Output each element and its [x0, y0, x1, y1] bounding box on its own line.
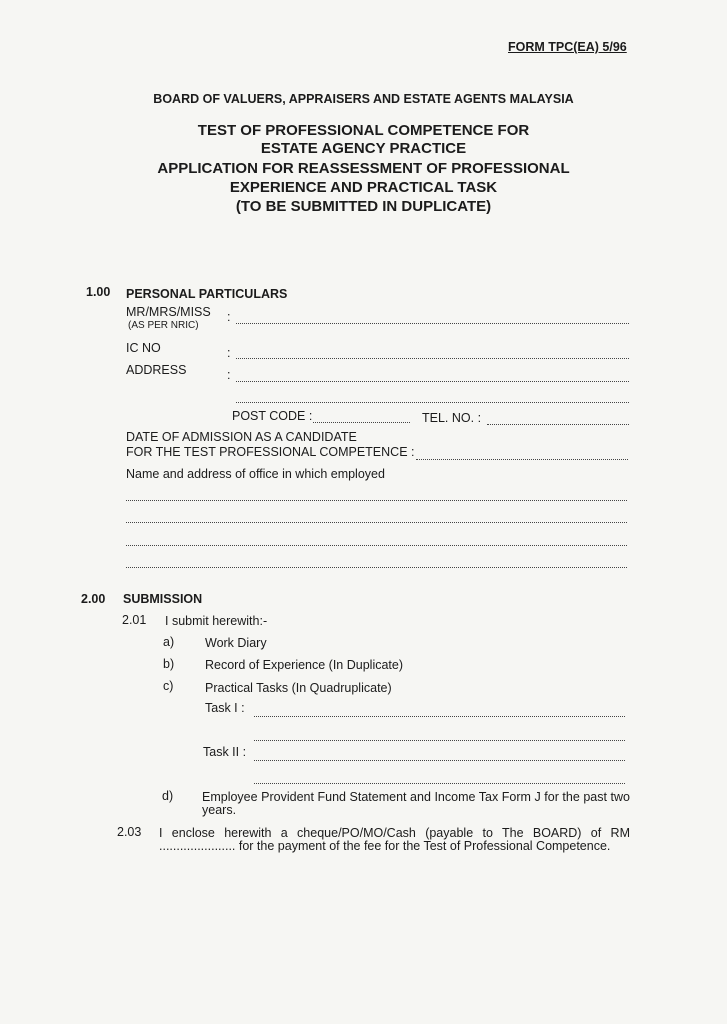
item-a-letter: a) [163, 635, 175, 649]
tel-field[interactable] [487, 424, 629, 425]
section-1-heading: PERSONAL PARTICULARS [126, 287, 288, 301]
ic-label: IC NO [126, 341, 161, 355]
item-203-number: 2.03 [117, 825, 142, 839]
item-b-letter: b) [163, 657, 175, 671]
item-d-text: Employee Provident Fund Statement and Income Tax Form J for the past two years. [202, 790, 630, 817]
form-number: FORM TPC(EA) 5/96 [508, 40, 627, 54]
address-label: ADDRESS [126, 363, 187, 377]
tel-label: TEL. NO. : [422, 411, 482, 425]
title-line-4: EXPERIENCE AND PRACTICAL TASK [229, 179, 498, 196]
admission-label-1: DATE OF ADMISSION AS A CANDIDATE [126, 430, 357, 444]
name-colon: : [227, 310, 231, 324]
item-203-text: I enclose herewith a cheque/PO/MO/Cash (payable to The BOARD) of RM ...................... for the payment of the fee for the Test of Professional Competence. [159, 826, 630, 853]
admission-date-field[interactable] [416, 459, 628, 460]
task-1-field-1[interactable] [254, 716, 625, 717]
office-field-1[interactable] [126, 500, 627, 501]
item-201-text: I submit herewith:- [165, 614, 268, 628]
postcode-label: POST CODE : [232, 409, 313, 423]
title-line-3: APPLICATION FOR REASSESSMENT OF PROFESSIONAL [157, 160, 570, 177]
ic-field[interactable] [236, 358, 629, 359]
item-b-text: Record of Experience (In Duplicate) [205, 658, 404, 672]
address-field-2[interactable] [236, 402, 629, 403]
postcode-field[interactable] [313, 422, 410, 423]
name-field[interactable] [236, 323, 629, 324]
item-d-letter: d) [162, 789, 174, 803]
name-note: (AS PER NRIC) [128, 320, 199, 331]
office-field-2[interactable] [126, 522, 627, 523]
title-line-1: TEST OF PROFESSIONAL COMPETENCE FOR [197, 122, 530, 139]
board-name: BOARD OF VALUERS, APPRAISERS AND ESTATE AGENTS MALAYSIA [153, 92, 574, 106]
item-201-number: 2.01 [122, 613, 147, 627]
task-2-field-1[interactable] [254, 760, 625, 761]
admission-label-2: FOR THE TEST PROFESSIONAL COMPETENCE : [126, 445, 415, 459]
title-line-2: ESTATE AGENCY PRACTICE [260, 140, 467, 157]
name-label: MR/MRS/MISS [126, 305, 211, 319]
section-1-number: 1.00 [86, 285, 111, 299]
office-field-4[interactable] [126, 567, 627, 568]
task-2-field-2[interactable] [254, 783, 625, 784]
task-1-label: Task I : [205, 701, 245, 715]
item-a-text: Work Diary [205, 636, 267, 650]
task-2-label: Task II : [203, 745, 247, 759]
ic-colon: : [227, 346, 231, 360]
item-c-text: Practical Tasks (In Quadruplicate) [205, 681, 392, 695]
section-2-number: 2.00 [81, 592, 106, 606]
office-field-3[interactable] [126, 545, 627, 546]
title-line-5: (TO BE SUBMITTED IN DUPLICATE) [235, 198, 492, 215]
item-c-letter: c) [163, 679, 174, 693]
section-2-heading: SUBMISSION [123, 592, 203, 606]
office-label: Name and address of office in which employed [126, 467, 385, 481]
address-field-1[interactable] [236, 381, 629, 382]
address-colon: : [227, 368, 231, 382]
task-1-field-2[interactable] [254, 740, 625, 741]
